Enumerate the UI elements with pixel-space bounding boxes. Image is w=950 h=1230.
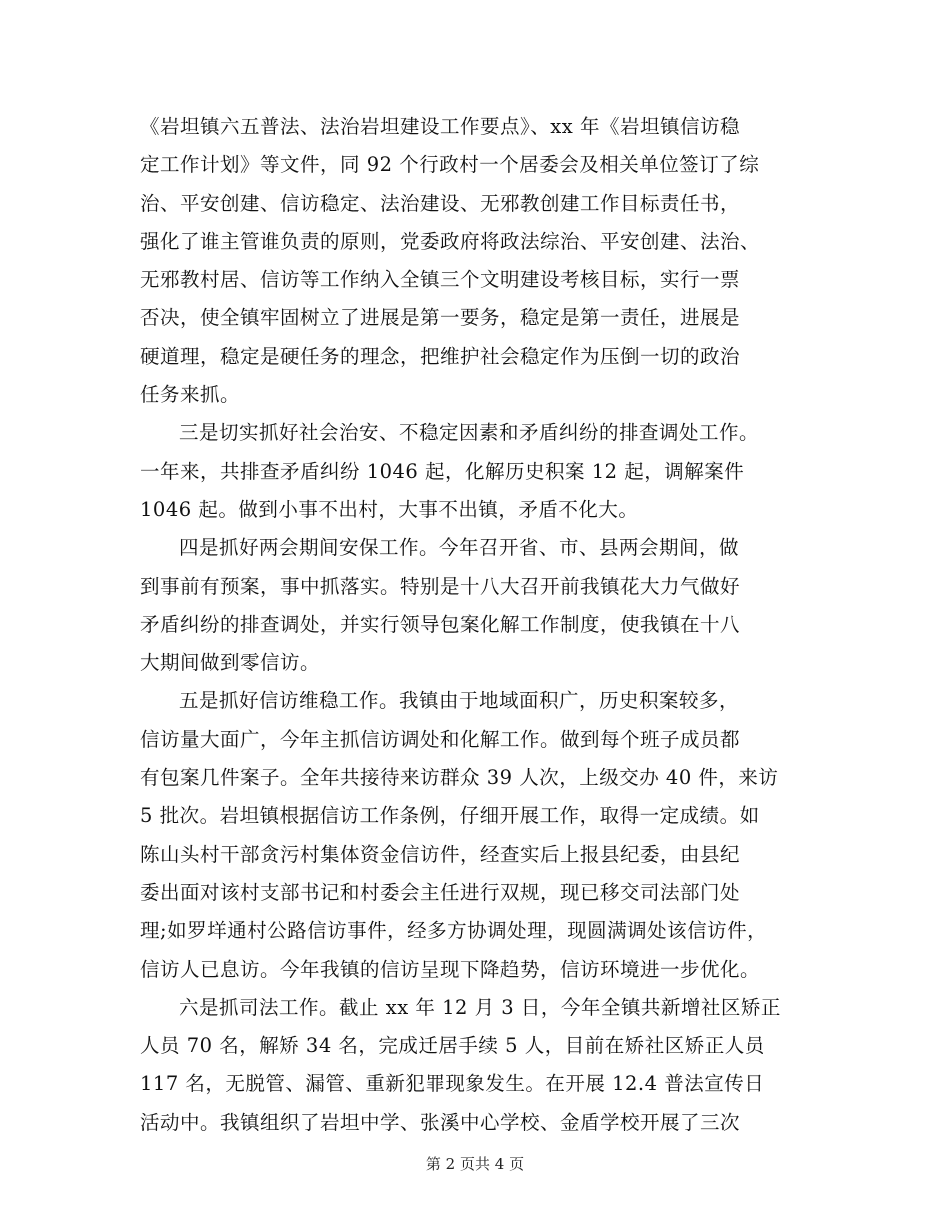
document-body bbox=[140, 108, 820, 1142]
text-line: 无邪教村居、信访等工作纳入全镇三个文明建设考核目标，实行一票 bbox=[140, 268, 741, 292]
text-line: 《岩坦镇六五普法、法治岩坦建设工作要点》、xx 年《岩坦镇信访稳 bbox=[140, 115, 740, 138]
text-line: 理;如罗垟通村公路信访事件，经多方协调处理，现圆满调处该信访件， bbox=[140, 919, 768, 943]
paragraph-first-line: 五是抓好信访维稳工作。我镇由于地域面积广，历史积案较多， bbox=[179, 689, 740, 713]
text-line: 信访量大面广，今年主抓信访调处和化解工作。做到每个班子成员都 bbox=[140, 727, 741, 751]
text-line: 大期间做到零信访。 bbox=[140, 651, 321, 675]
text-line: 否决，使全镇牢固树立了进展是第一要务，稳定是第一责任，进展是 bbox=[140, 306, 741, 330]
text-line: 委出面对该村支部书记和村委会主任进行双规，现已移交司法部门处 bbox=[140, 880, 741, 904]
text-line: 信访人已息访。今年我镇的信访呈现下降趋势，信访环境进一步优化。 bbox=[140, 957, 761, 981]
text-line: 一年来，共排查矛盾纠纷 1046 起，化解历史积案 12 起，调解案件 bbox=[140, 459, 745, 483]
paragraph-first-line: 六是抓司法工作。截止 xx 年 12 月 3 日，今年全镇共新增社区矫正 bbox=[179, 995, 781, 1019]
text-line: 矛盾纠纷的排查调处，并实行领导包案化解工作制度，使我镇在十八 bbox=[140, 612, 741, 636]
paragraph-first-line: 四是抓好两会期间安保工作。今年召开省、市、县两会期间，做 bbox=[179, 536, 740, 560]
text-line: 强化了谁主管谁负责的原则，党委政府将政法综治、平安创建、法治、 bbox=[140, 229, 761, 253]
page-number: 第 2 页共 4 页 bbox=[425, 1155, 525, 1173]
text-line: 有包案几件案子。全年共接待来访群众 39 人次，上级交办 40 件，来访 bbox=[140, 766, 779, 790]
text-line: 定工作计划》等文件，同 92 个行政村一个居委会及相关单位签订了综 bbox=[140, 153, 760, 177]
text-line: 1046 起。做到小事不出村，大事不出镇，矛盾不化大。 bbox=[140, 497, 639, 521]
text-line: 活动中。我镇组织了岩坦中学、张溪中心学校、金盾学校开展了三次 bbox=[140, 1110, 741, 1134]
text-line: 人员 70 名，解矫 34 名，完成迁居手续 5 人，目前在矫社区矫正人员 bbox=[140, 1034, 765, 1058]
text-line: 117 名，无脱管、漏管、重新犯罪现象发生。在开展 12.4 普法宣传日 bbox=[140, 1072, 765, 1096]
text-line: 任务来抓。 bbox=[140, 383, 241, 407]
text-line: 硬道理，稳定是硬任务的理念，把维护社会稳定作为压倒一切的政治 bbox=[140, 344, 741, 368]
paragraph-first-line: 三是切实抓好社会治安、不稳定因素和矛盾纠纷的排查调处工作。 bbox=[179, 421, 760, 445]
text-line: 治、平安创建、信访稳定、法治建设、无邪教创建工作目标责任书， bbox=[140, 191, 741, 215]
text-line: 5 批次。岩坦镇根据信访工作条例，仔细开展工作，取得一定成绩。如 bbox=[140, 804, 760, 828]
text-line: 到事前有预案，事中抓落实。特别是十八大召开前我镇花大力气做好 bbox=[140, 574, 741, 598]
text-line: 陈山头村干部贪污村集体资金信访件，经查实后上报县纪委，由县纪 bbox=[140, 842, 741, 866]
